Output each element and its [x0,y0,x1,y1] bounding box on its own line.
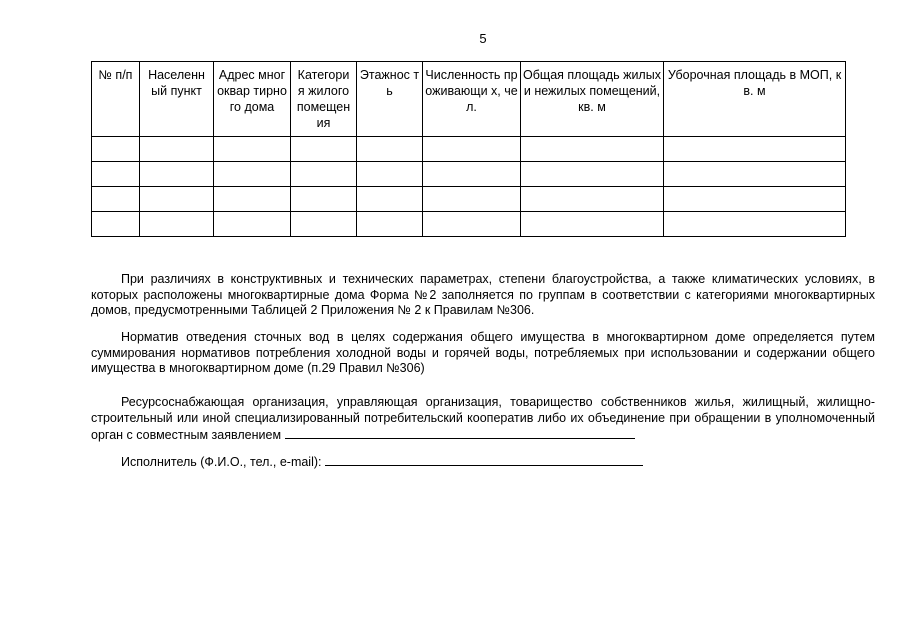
table-cell[interactable] [664,137,846,162]
table-cell[interactable] [521,162,664,187]
table-cell[interactable] [214,137,291,162]
table-cell[interactable] [423,212,521,237]
table-cell[interactable] [423,137,521,162]
table-cell[interactable] [214,212,291,237]
executor-label: Исполнитель (Ф.И.О., тел., e-mail): [121,455,322,469]
table-cell[interactable] [357,212,423,237]
table-cell[interactable] [664,187,846,212]
table-cell[interactable] [140,212,214,237]
table-cell[interactable] [214,187,291,212]
table-cell[interactable] [291,137,357,162]
table-cell[interactable] [423,187,521,212]
data-table [91,61,846,237]
header-cell-number: № п/п [92,62,140,137]
table-cell[interactable] [140,137,214,162]
table-cell[interactable] [521,212,664,237]
table-cell[interactable] [521,187,664,212]
page-number: 5 [479,31,487,46]
executor-signature-line[interactable] [325,453,643,466]
table-cell[interactable] [291,187,357,212]
header-cell-floors: Этажнос ть [357,62,423,137]
table-cell[interactable] [140,187,214,212]
table-cell[interactable] [357,137,423,162]
table-row [92,212,846,237]
table-cell[interactable] [664,162,846,187]
paragraph-applicant-block [91,395,875,444]
header-cell-address: Адрес многоквар тирного дома [214,62,291,137]
paragraph-grouping-note: При различиях в конструктивных и технических параметрах, степени благоустройства, а также климатических условиях, в которых расположены многоквартирные дома Форма №2 заполняется по группам в соответствии с категориями многоквартирных домов, предусмотренными Таблицей 2 Приложения № 2 к Правилам №306. [91,272,875,317]
table-cell[interactable] [423,162,521,187]
table-row [92,187,846,212]
table-cell[interactable] [92,212,140,237]
header-cell-residents: Численность проживающи х, чел. [423,62,521,137]
table-cell[interactable] [92,162,140,187]
table-cell[interactable] [92,187,140,212]
header-cell-cleaning-area: Уборочная площадь в МОП, кв. м [664,62,846,137]
table-cell[interactable] [664,212,846,237]
paragraph-wastewater-note: Норматив отведения сточных вод в целях содержания общего имущества в многоквартирном доме определяется путем суммирования нормативов потребления холодной воды и горячей воды, потребляемых при использовании и содержании общего имущества в многоквартирном доме (п.29 Правил №306) [91,330,875,375]
paragraph-executor [91,453,875,471]
applicant-signature-line[interactable] [285,426,635,439]
header-cell-category: Категори я жилого помещен ия [291,62,357,137]
table-cell[interactable] [357,187,423,212]
header-cell-locality: Населенн ый пункт [140,62,214,137]
table-cell[interactable] [357,162,423,187]
table-cell[interactable] [291,212,357,237]
table-cell[interactable] [140,162,214,187]
header-cell-total-area: Общая площадь жилых и нежилых помещений, кв. м [521,62,664,137]
table-row [92,162,846,187]
table-cell[interactable] [214,162,291,187]
table-header-row [92,62,846,137]
table-cell[interactable] [291,162,357,187]
table-row [92,137,846,162]
table-cell[interactable] [521,137,664,162]
applicant-text: Ресурсоснабжающая организация, управляющая организация, товарищество собственников жилья, жилищный, жилищно-строительный или иной специализированный потребительский кооператив либо их объединение при обращении в уполномоченный орган с совместным заявлением [91,395,875,442]
table-cell[interactable] [92,137,140,162]
